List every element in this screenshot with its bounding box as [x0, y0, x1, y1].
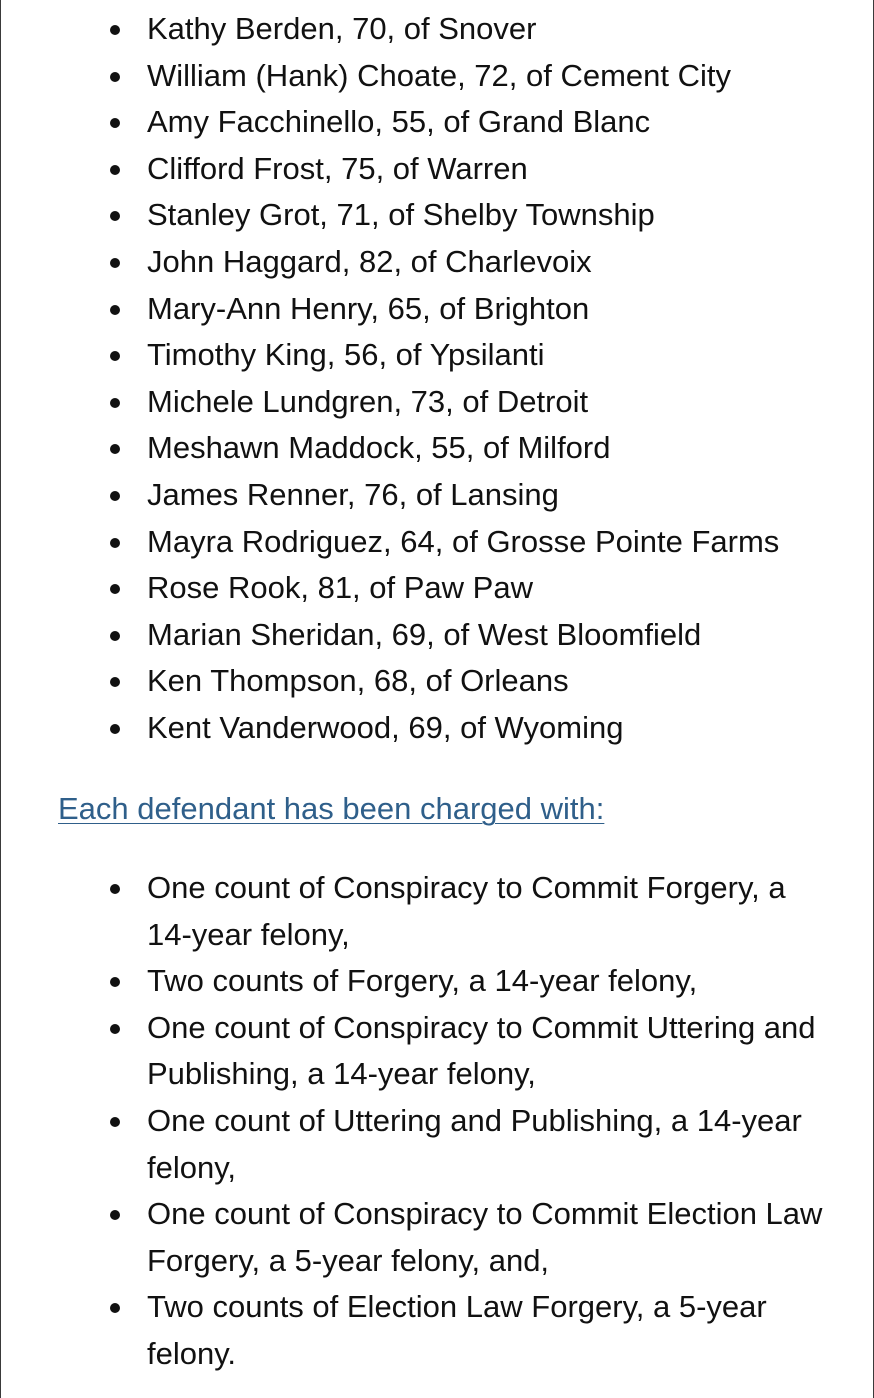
bullet-icon: [110, 584, 120, 594]
list-item: [0, 865, 834, 958]
charges-heading-link[interactable]: Each defendant has been charged with:: [58, 791, 605, 826]
defendant-name: James Renner, 76, of Lansing: [147, 476, 559, 512]
bullet-icon: [110, 538, 120, 548]
defendant-name: Mary-Ann Henry, 65, of Brighton: [147, 290, 590, 326]
list-item: [0, 379, 874, 426]
list-item: [0, 658, 874, 705]
defendant-name: Kent Vanderwood, 69, of Wyoming: [147, 709, 624, 745]
charge-text: One count of Uttering and Publishing, a 14-year felony,: [147, 1102, 802, 1185]
defendant-name: Mayra Rodriguez, 64, of Grosse Pointe Farms: [147, 523, 780, 559]
bullet-icon: [110, 305, 120, 315]
defendant-name: Michele Lundgren, 73, of Detroit: [147, 383, 589, 419]
bullet-icon: [110, 977, 120, 987]
list-item: [0, 1098, 834, 1191]
defendant-name: Amy Facchinello, 55, of Grand Blanc: [147, 104, 651, 140]
defendant-name: Stanley Grot, 71, of Shelby Township: [147, 197, 655, 233]
list-item: [0, 6, 874, 53]
defendant-name: Rose Rook, 81, of Paw Paw: [147, 570, 533, 606]
bullet-icon: [110, 1024, 120, 1034]
list-item: [0, 53, 874, 100]
bullet-icon: [110, 1303, 120, 1313]
bullet-icon: [110, 1210, 120, 1220]
bullet-icon: [110, 884, 120, 894]
list-item: [0, 99, 874, 146]
list-item: [0, 1191, 834, 1284]
charges-list: [0, 865, 874, 1378]
list-item: [0, 286, 874, 333]
defendant-name: Meshawn Maddock, 55, of Milford: [147, 430, 611, 466]
bullet-icon: [110, 1117, 120, 1127]
charge-text: One count of Conspiracy to Commit Forgery, a 14-year felony,: [147, 870, 786, 952]
list-item: [0, 565, 874, 612]
list-item: [0, 239, 874, 286]
defendant-name: Ken Thompson, 68, of Orleans: [147, 663, 569, 699]
list-item: [0, 425, 874, 472]
bullet-icon: [110, 72, 120, 82]
list-item: [0, 192, 874, 239]
defendant-name: Clifford Frost, 75, of Warren: [147, 150, 528, 186]
bullet-icon: [110, 724, 120, 734]
defendant-name: John Haggard, 82, of Charlevoix: [147, 243, 592, 279]
bullet-icon: [110, 25, 120, 35]
charge-text: Two counts of Election Law Forgery, a 5-year felony.: [147, 1289, 767, 1371]
bullet-icon: [110, 398, 120, 408]
defendants-list: [0, 6, 874, 752]
charge-text: One count of Conspiracy to Commit Election Law Forgery, a 5-year felony, and,: [147, 1196, 823, 1278]
list-item: [0, 332, 874, 379]
bullet-icon: [110, 491, 120, 501]
list-item: [0, 958, 834, 1005]
list-item: [0, 146, 874, 193]
bullet-icon: [110, 677, 120, 687]
bullet-icon: [110, 165, 120, 175]
defendant-name: Marian Sheridan, 69, of West Bloomfield: [147, 616, 702, 652]
list-item: [0, 472, 874, 519]
defendant-name: Timothy King, 56, of Ypsilanti: [147, 337, 545, 373]
list-item: [0, 519, 874, 566]
list-item: [0, 1284, 834, 1377]
defendant-name: Kathy Berden, 70, of Snover: [147, 11, 537, 46]
list-item: [0, 705, 874, 752]
bullet-icon: [110, 444, 120, 454]
bullet-icon: [110, 351, 120, 361]
defendant-name: William (Hank) Choate, 72, of Cement City: [147, 57, 732, 93]
charge-text: One count of Conspiracy to Commit Uttering and Publishing, a 14-year felony,: [147, 1009, 816, 1092]
bullet-icon: [110, 118, 120, 128]
bullet-icon: [110, 631, 120, 641]
bullet-icon: [110, 258, 120, 268]
charge-text: Two counts of Forgery, a 14-year felony,: [147, 963, 698, 999]
list-item: [0, 612, 874, 659]
list-item: [0, 1005, 834, 1098]
bullet-icon: [110, 211, 120, 221]
